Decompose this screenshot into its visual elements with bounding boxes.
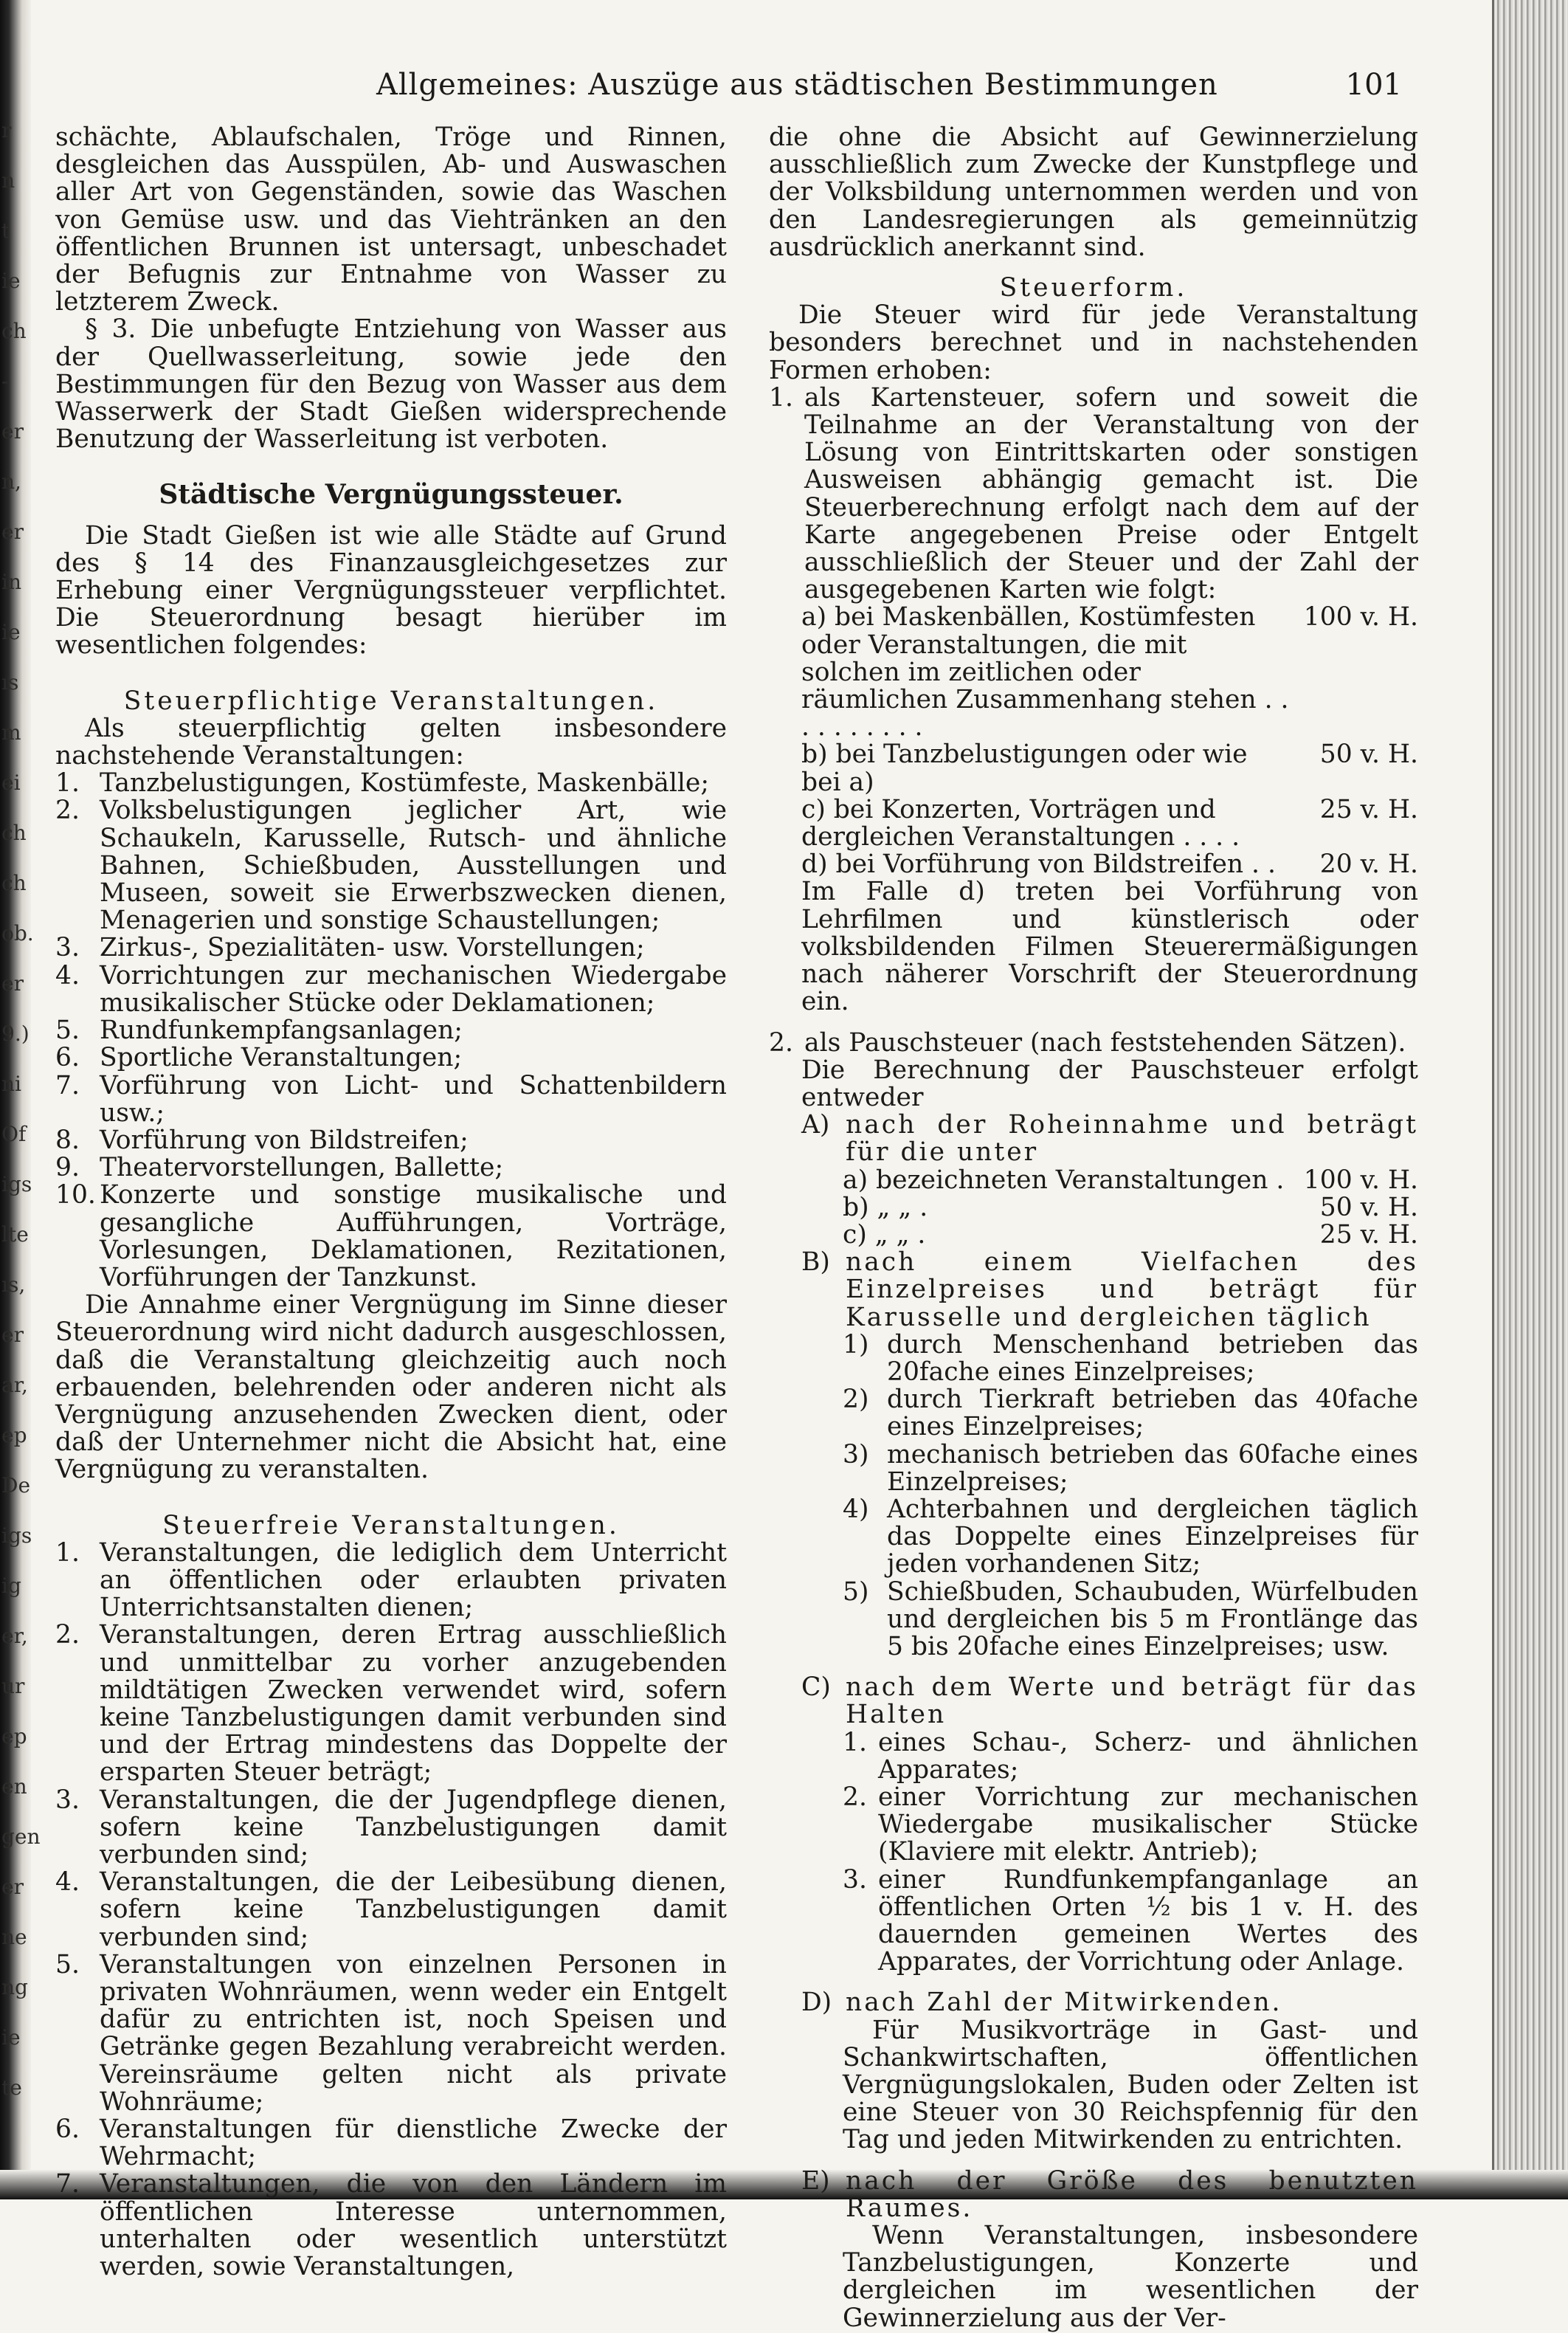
flat-tax-intro: Die Berechnung der Pauschsteuer erfolgt entweder (801, 1055, 1418, 1112)
item-number: 4. (55, 1867, 80, 1898)
item-text: als Pauschsteuer (nach feststehenden Sätzen). (804, 1027, 1406, 1058)
margin-fragment: ie (1, 620, 21, 644)
item-text: Sportliche Veranstaltungen; (100, 1043, 463, 1073)
list-item (55, 1951, 727, 2116)
item-number: 1. (55, 1537, 80, 1568)
item-number: 3. (55, 933, 80, 963)
rate-label: c) bei Konzerten, Vorträgen und dergleichen Veranstaltungen . . . . (801, 794, 1240, 852)
rate-label: a) bei Maskenbällen, Kostümfesten oder Veranstaltungen, die mit solchen im zeitlichen oder räumlichen Zusammenhang stehen . . . . . . . . . . (801, 602, 1289, 742)
margin-fragment: ep (1, 1724, 27, 1748)
paragraph-continuation: die ohne die Absicht auf Gewinnerzielung ausschließlich zum Zwecke der Kunstpflege und der Volksbildung unternommen werden und von den Landesregierungen als gemeinnützig ausdrücklich anerkannt sind. (769, 123, 1418, 262)
rate-value: 20 v. H. (1319, 850, 1418, 880)
A-rates (843, 1167, 1418, 1250)
margin-fragment: ie (1, 269, 21, 293)
page-number: 101 (1345, 68, 1402, 102)
option-text: nach der Roheinnahme und beträgt für die unter (846, 1110, 1418, 1168)
option-label: B) (801, 1247, 830, 1278)
list-item (843, 1386, 1418, 1441)
item-text: Tanzbelustigungen, Kostümfeste, Maskenbälle; (100, 768, 709, 799)
item-number: 1. (769, 382, 793, 413)
item-text: Veranstaltungen, die der Jugendpflege dienen, sofern keine Tanzbelustigungen damit verbunden sind; (100, 1785, 727, 1869)
margin-fragment: - (1, 369, 9, 393)
item-number: 1. (55, 768, 80, 799)
option-D (801, 1989, 1418, 2016)
item-text: Schießbuden, Schaubuden, Würfelbuden und dergleichen bis 5 m Frontlänge das 5 bis 20fache eines Einzelpreises; usw. (887, 1576, 1418, 1661)
margin-fragment: ng (1, 1975, 28, 1999)
list-item (55, 1182, 727, 1292)
margin-fragment: r (1, 118, 12, 142)
list-item (55, 797, 727, 934)
heading-tax: Städtische Vergnügungssteuer. (159, 479, 624, 511)
margin-fragment: ch (1, 871, 27, 895)
margin-fragment: n, (1, 469, 21, 494)
margin-fragment: m (1, 720, 21, 745)
margin-fragment: in (1, 570, 21, 594)
margin-fragment: er (1, 1875, 24, 1899)
item-text: Vorrichtungen zur mechanischen Wiedergabe musikalischer Stücke oder Deklamationen; (100, 960, 727, 1018)
list-item (843, 1864, 1418, 1977)
right-column (769, 124, 1418, 2332)
item-text: Theatervorstellungen, Ballette; (100, 1153, 504, 1183)
paragraph-form-intro: Die Steuer wird für jede Veranstaltung besonders berechnet und in nachstehenden Formen erhoben: (769, 300, 1418, 385)
item-number: 4. (55, 960, 80, 990)
margin-fragment: ie (1, 2025, 21, 2050)
item-number: 2. (843, 1782, 867, 1812)
rate-label: d) bei Vorführung von Bildstreifen . . (801, 850, 1276, 880)
list-item (55, 1127, 727, 1154)
form-item-flat-tax (769, 1027, 1418, 1058)
item-number: 3) (843, 1439, 869, 1469)
list-item (55, 2171, 727, 2281)
list-item (843, 1576, 1418, 1661)
list-item (843, 1331, 1418, 1386)
page-header (59, 68, 1446, 112)
margin-fragment: De (1, 1473, 31, 1498)
item-number: 5. (55, 1949, 80, 1979)
margin-fragment: ch (1, 821, 27, 845)
list-item (55, 1787, 727, 1869)
margin-fragment: ıs (1, 670, 19, 695)
list-item (55, 1869, 727, 1951)
rate-row (801, 604, 1418, 741)
item-number: 5. (55, 1016, 80, 1046)
item-text: Veranstaltungen von einzelnen Personen in privaten Wohnräumen, wenn weder ein Entgelt dafür zu entrichten ist, noch Speisen und Getränke gegen Bezahlung verabreicht werden. Vereinsräume gelten nicht als private Wohnräume; (100, 1949, 727, 2117)
form-item-card-tax (769, 382, 1418, 605)
margin-fragment: ei (1, 771, 21, 795)
rate-label: c) „ „ . (843, 1219, 926, 1250)
rate-value: 50 v. H. (1319, 740, 1418, 770)
margin-fragment: igs (1, 1523, 32, 1548)
margin-fragment: er, (1, 1624, 28, 1648)
option-A (801, 1112, 1418, 1166)
margin-fragment: t (1, 218, 10, 243)
margin-fragment: Of (1, 1122, 27, 1146)
margin-fragment: er (1, 419, 24, 444)
rate-row (801, 796, 1418, 851)
item-text: Vorführung von Licht- und Schattenbildern usw.; (100, 1070, 727, 1128)
margin-fragment: ıs, (1, 1272, 26, 1297)
rate-row (843, 1194, 1418, 1221)
margin-fragment: en (1, 1774, 27, 1799)
list-item (55, 770, 727, 797)
list-item (843, 1496, 1418, 1579)
item-number: 4) (843, 1494, 869, 1524)
heading-free: Steuerfreie Veranstaltungen. (162, 1510, 620, 1540)
item-number: 2) (843, 1385, 869, 1415)
rate-value: 25 v. H. (1319, 1219, 1418, 1250)
option-text: nach Zahl der Mitwirkenden. (846, 1988, 1282, 2018)
item-number: 1) (843, 1329, 869, 1360)
item-number: 5) (843, 1576, 869, 1607)
option-text: nach dem Werte und beträgt für das Halten (846, 1672, 1418, 1730)
paragraph-definition: Die Annahme einer Vergnügung im Sinne dieser Steuerordnung wird nicht dadurch ausgeschlossen, daß die Veranstaltung gleichzeitig auch noch erbauenden, belehrenden oder anderen nicht als Vergnügung anzusehenden Zwecken dient, oder daß der Unternehmer nicht die Absicht hat, eine Vergnügung zu veranstalten. (55, 1290, 727, 1485)
option-label: C) (801, 1672, 831, 1703)
margin-fragment: ne (1, 1925, 27, 1949)
item-number: 6. (55, 2115, 80, 2145)
item-text: mechanisch betrieben das 60fache eines Einzelpreises; (887, 1439, 1418, 1497)
list-item (55, 1017, 727, 1044)
list-item (55, 1072, 727, 1127)
option-text: nach einem Vielfachen des Einzelpreises und beträgt für Karusselle und dergleichen täglich (846, 1247, 1418, 1332)
list-item (55, 1537, 727, 1623)
margin-fragment: ep (1, 1423, 27, 1447)
E-paragraph: Wenn Veranstaltungen, insbesondere Tanzbelustigungen, Konzerte und dergleichen im wesentlichen der Gewinnerzielung aus der Ver- (843, 2221, 1418, 2333)
item-number: 8. (55, 1125, 80, 1155)
margin-fragment: gen (1, 1824, 41, 1849)
option-label: A) (801, 1110, 830, 1140)
option-E (801, 2165, 1418, 2223)
paragraph-water-1: schächte, Ablaufschalen, Tröge und Rinnen, desgleichen das Ausspülen, Ab- und Auswaschen aller Art von Gegenständen, sowie das Waschen von Gemüse usw. und das Viehtränken an den öffentlichen Brunnen ist untersagt, unbeschadet der Befugnis zur Entnahme von Wasser zu letzterem Zweck. (55, 123, 727, 317)
option-B (801, 1249, 1418, 1331)
list-item (55, 962, 727, 1017)
item-text: Veranstaltungen, die von den Ländern im öffentlichen Interesse unternommen, unterhalten oder wesentlich unterstützt werden, sowie Veranstaltungen, (100, 2169, 727, 2282)
item-text: durch Tierkraft betrieben das 40fache eines Einzelpreises; (887, 1385, 1418, 1442)
D-paragraph: Für Musikvorträge in Gast- und Schankwirtschaften, öffentlichen Vergnügungslokalen, Buden oder Zelten ist eine Steuer von 30 Reichspfennig für den Tag und jeden Mitwirkenden zu entrichten. (843, 2015, 1418, 2155)
scan-right-edge (1492, 0, 1568, 2199)
rate-value: 50 v. H. (1319, 1192, 1418, 1222)
option-label: E) (801, 2165, 830, 2196)
margin-fragment: igs (1, 1172, 32, 1196)
margin-fragment: ar, (1, 1373, 28, 1397)
item-number: 2. (769, 1027, 793, 1058)
list-item (55, 934, 727, 962)
rate-row (801, 851, 1418, 878)
item-text: Veranstaltungen, deren Ertrag ausschließlich und unmittelbar zu vorher anzugebenden mildtätigen Zwecken verwendet wird, sofern keine Tanzbelustigungen damit verbunden sind und der Ertrag mindestens das Doppelte der ersparten Steuer beträgt; (100, 1620, 727, 1788)
paragraph-tax-intro: Die Stadt Gießen ist wie alle Städte auf Grund des § 14 des Finanzausgleichgesetzes zur Erhebung einer Vergnügungssteuer verpflichtet. Die Steuerordnung besagt hierüber im wesentlichen folgendes: (55, 520, 727, 661)
margin-fragment: n (1, 168, 15, 193)
item-number: 6. (55, 1043, 80, 1073)
item-text: Zirkus-, Spezialitäten- usw. Vorstellungen; (100, 933, 645, 963)
item-number: 3. (55, 1785, 80, 1815)
B-items (843, 1331, 1418, 1661)
rate-row (843, 1167, 1418, 1194)
item-text: Veranstaltungen für dienstliche Zwecke der Wehrmacht; (100, 2115, 727, 2172)
margin-fragment: er (1, 520, 24, 544)
list-item (843, 1729, 1418, 1784)
heading-taxable: Steuerpflichtige Veranstaltungen. (123, 686, 659, 716)
margin-fragment: ch (1, 319, 27, 343)
rate-value: 100 v. H. (1303, 1165, 1418, 1195)
item-text: eines Schau-, Scherz- und ähnlichen Apparates; (878, 1727, 1418, 1785)
item-number: 7. (55, 2169, 80, 2199)
rate-value: 100 v. H. (1303, 602, 1418, 633)
rate-label: a) bezeichneten Veranstaltungen . (843, 1165, 1285, 1195)
margin-fragment: ur (1, 1674, 25, 1698)
item-number: 7. (55, 1070, 80, 1100)
list-item (55, 1154, 727, 1182)
paragraph-water-2: § 3. Die unbefugte Entziehung von Wasser aus der Quellwasserleitung, sowie jede den Bestimmungen für den Bezug von Wasser aus dem Wasserwerk der Stadt Gießen widersprechende Benutzung der Wasserleitung ist verboten. (55, 314, 727, 455)
item-number: 9. (55, 1153, 80, 1183)
item-number: 3. (843, 1864, 867, 1895)
free-list (55, 1537, 727, 2282)
list-item (55, 1622, 727, 1786)
list-item (843, 1784, 1418, 1867)
item-text: Vorführung von Bildstreifen; (100, 1125, 469, 1155)
option-label: D) (801, 1988, 832, 2018)
item-number: 1. (843, 1727, 867, 1757)
C-items (843, 1729, 1418, 1977)
rate-label: b) bei Tanzbelustigungen oder wie bei a) (801, 740, 1248, 797)
heading-form: Steuerform. (999, 273, 1188, 303)
margin-fragment: 9.) (1, 1021, 30, 1046)
taxable-list (55, 770, 727, 1292)
item-text: als Kartensteuer, sofern und soweit die Teilnahme an der Veranstaltung von der Lösung von Eintrittskarten oder sonstigen Ausweisen abhängig gemacht ist. Die Steuerberechnung erfolgt nach dem auf der Karte angegebenen Preise oder Entgelt ausschließlich der Steuer und der Zahl der ausgegebenen Karten wie folgt: (804, 382, 1418, 605)
running-title: Allgemeines: Auszüge aus städtischen Bestimmungen (376, 68, 1218, 102)
item-text: Konzerte und sonstige musikalische und gesangliche Aufführungen, Vorträge, Vorlesungen, Deklamationen, Rezitationen, Vorführungen der Tanzkunst. (100, 1180, 727, 1292)
margin-fragment: er (1, 1323, 24, 1347)
item-text: einer Vorrichtung zur mechanischen Wiedergabe musikalischer Stücke (Klaviere mit elektr. Antrieb); (878, 1782, 1418, 1867)
rate-label: b) „ „ . (843, 1192, 928, 1222)
item-text: Rundfunkempfangsanlagen; (100, 1016, 463, 1046)
card-rates (801, 604, 1418, 878)
margin-fragment: ig (1, 1574, 21, 1598)
margin-fragment: er (1, 971, 24, 996)
taxable-intro: Als steuerpflichtig gelten insbesondere nachstehende Veranstaltungen: (55, 713, 727, 771)
item-text: Veranstaltungen, die der Leibesübung dienen, sofern keine Tanzbelustigungen damit verbunden sind; (100, 1867, 727, 1952)
option-C (801, 1674, 1418, 1729)
list-item (843, 1441, 1418, 1496)
item-number: 2. (55, 1620, 80, 1650)
margin-fragment: ni (1, 1072, 21, 1096)
left-column (55, 124, 727, 2281)
margin-fragment: lte (1, 1222, 29, 1247)
card-note: Im Falle d) treten bei Vorführung von Lehrfilmen und künstlerisch oder volksbildenden Filmen Steuerermäßigungen nach näherer Vorschrift der Steuerordnung ein. (801, 877, 1418, 1017)
rate-value: 25 v. H. (1319, 794, 1418, 824)
item-number: 10. (55, 1180, 96, 1210)
margin-fragment: te (1, 2075, 22, 2100)
list-item (55, 2116, 727, 2171)
item-text: Veranstaltungen, die lediglich dem Unterricht an öffentlichen oder erlaubten privaten Unterrichtsanstalten dienen; (100, 1537, 727, 1623)
list-item (55, 1044, 727, 1072)
item-text: Achterbahnen und dergleichen täglich das Doppelte eines Einzelpreises für jeden vorhandenen Sitz; (887, 1494, 1418, 1579)
margin-fragment: ob. (1, 921, 34, 945)
rate-row (843, 1221, 1418, 1249)
item-text: durch Menschenhand betrieben das 20fache eines Einzelpreises; (887, 1329, 1418, 1387)
item-number: 2. (55, 796, 80, 826)
option-text: nach der Größe des benutzten Raumes. (846, 2165, 1418, 2223)
item-text: einer Rundfunkempfanganlage an öffentlichen Orten ½ bis 1 v. H. des dauernden gemeinen Wertes des Apparates, der Vorrichtung oder Anlage. (878, 1864, 1418, 1977)
rate-row (801, 741, 1418, 796)
item-text: Volksbelustigungen jeglicher Art, wie Schaukeln, Karusselle, Rutsch- und ähnliche Bahnen, Schießbuden, Ausstellungen und Museen, soweit sie Erwerbszwecken dienen, Menagerien und sonstige Schaustellungen; (100, 796, 727, 936)
